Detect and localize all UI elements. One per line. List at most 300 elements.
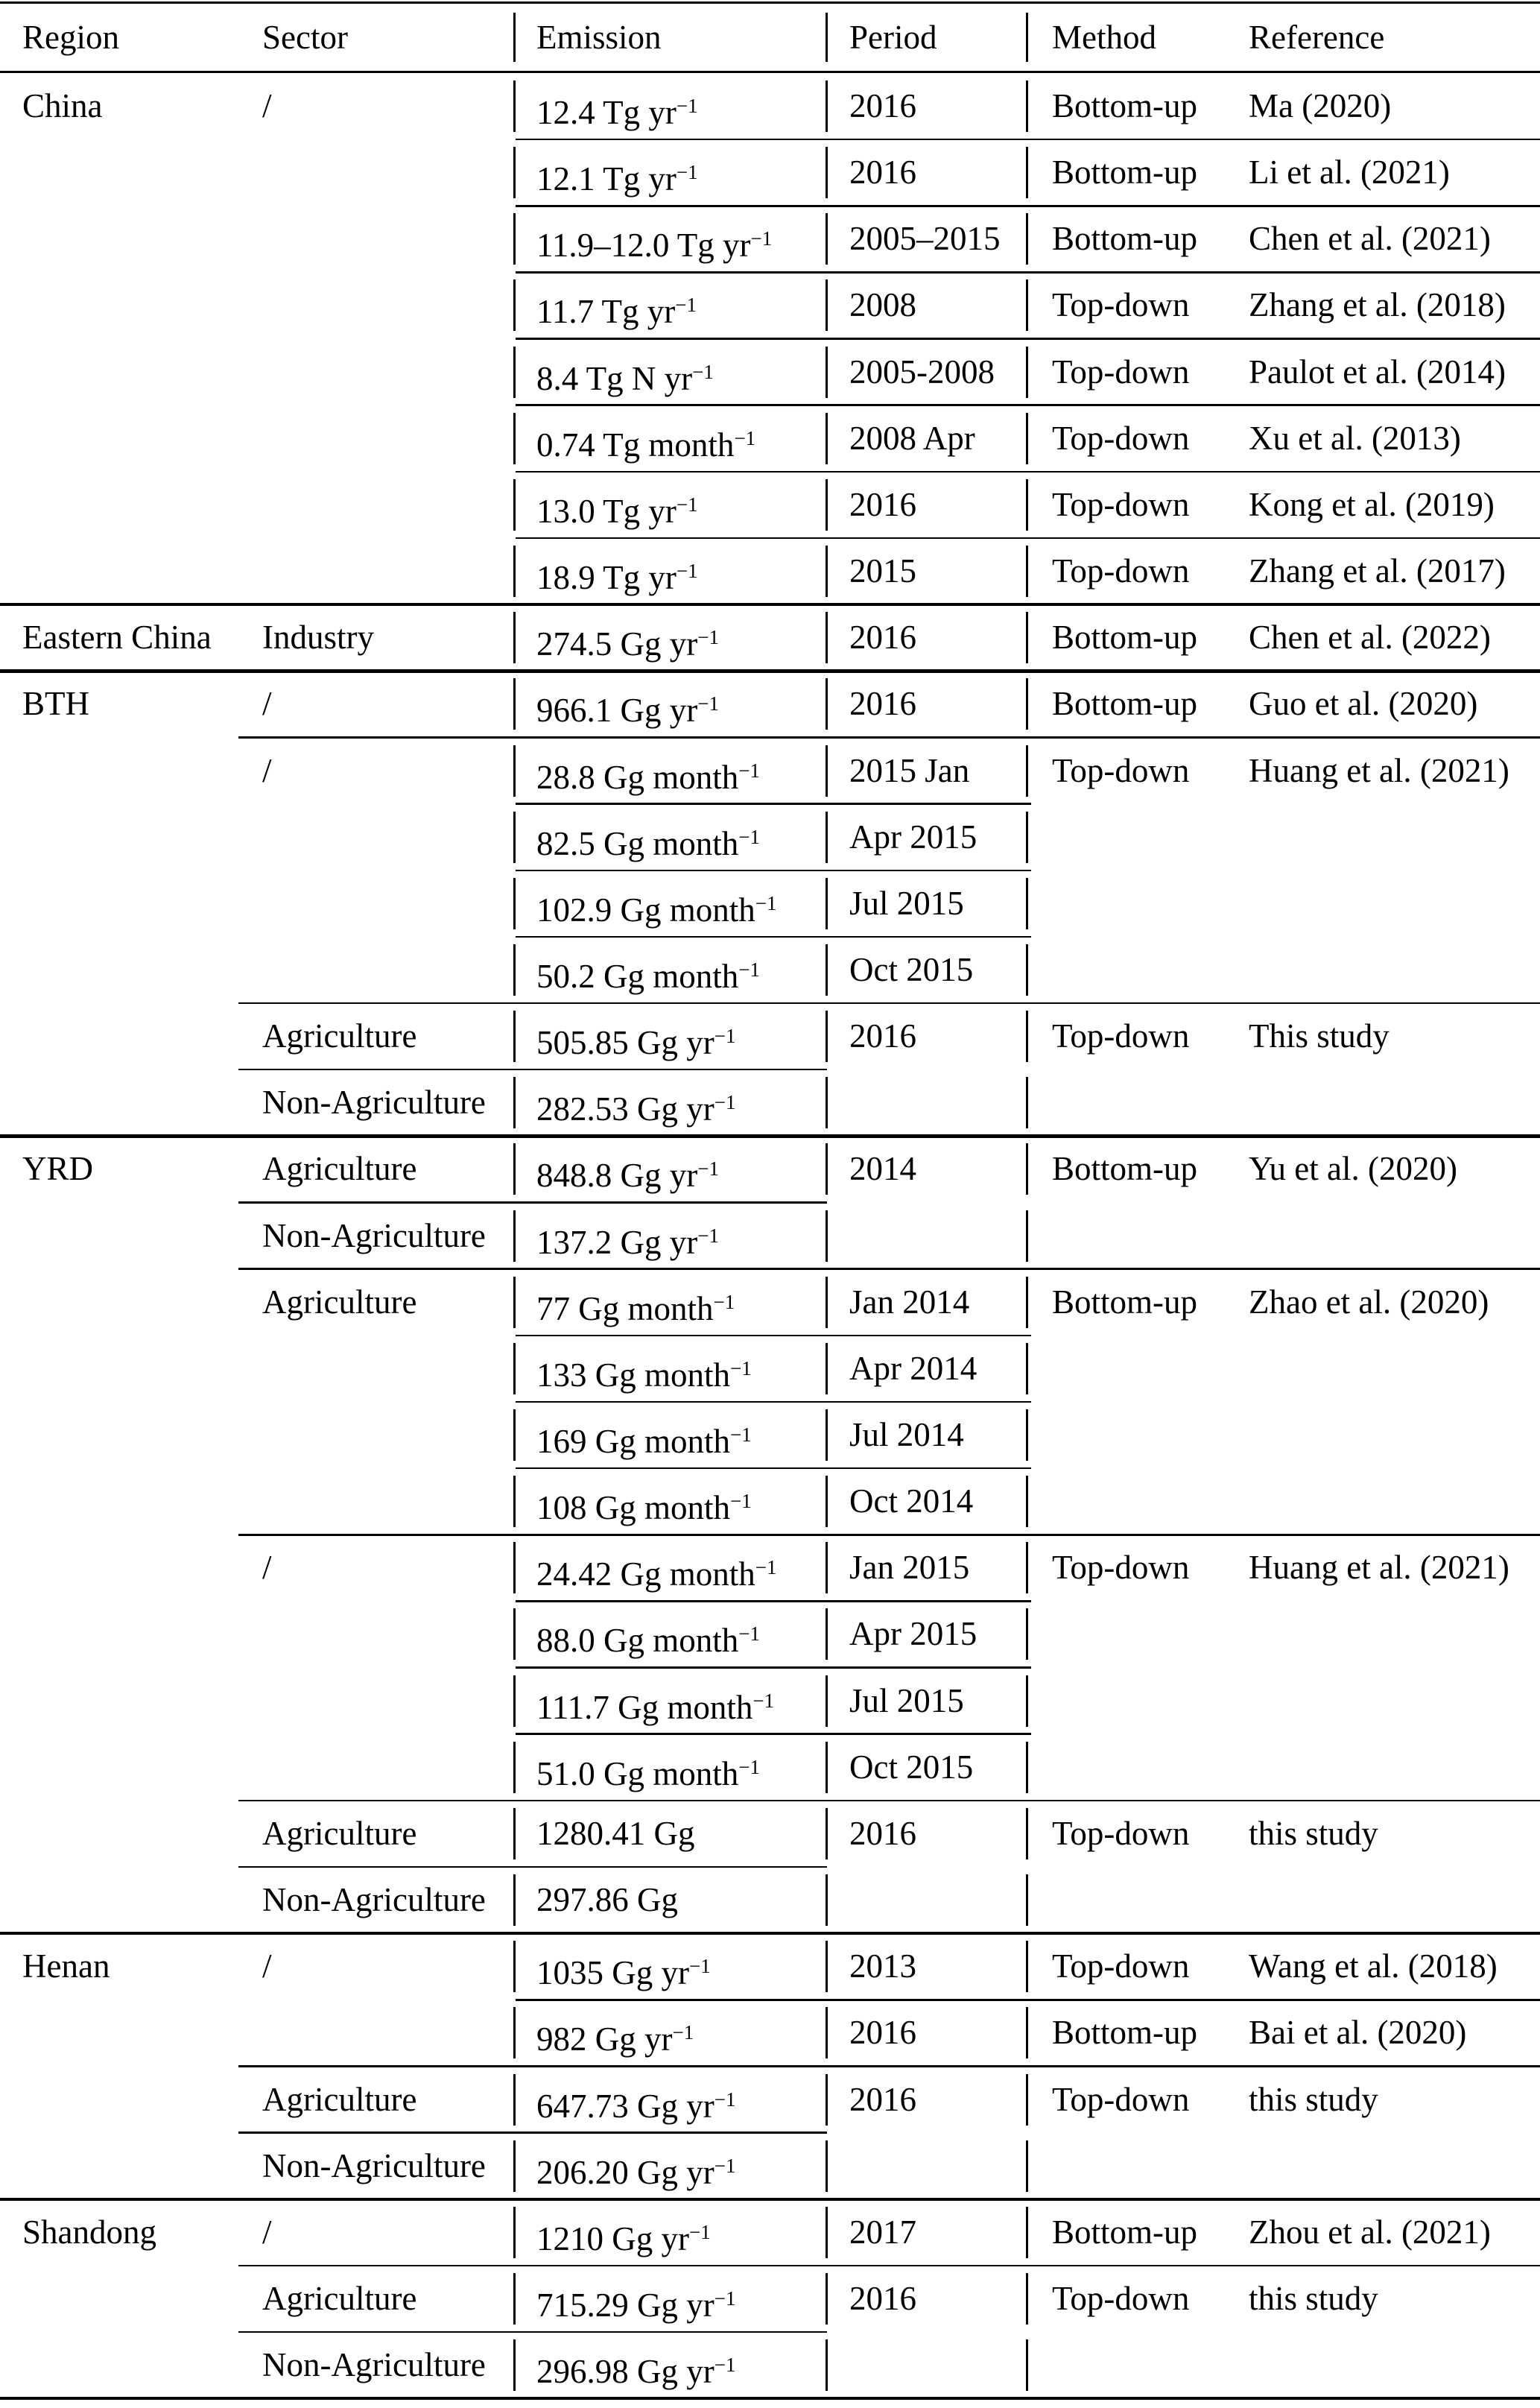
superscript: −1 bbox=[676, 493, 698, 516]
cell-period: 2016 bbox=[849, 2014, 916, 2052]
column-divider bbox=[826, 147, 828, 198]
superscript: −1 bbox=[676, 560, 698, 583]
table-row bbox=[0, 1801, 1540, 1867]
table-row bbox=[0, 2067, 1540, 2133]
cell-period: 2016 bbox=[849, 619, 916, 657]
table-row bbox=[0, 1933, 1540, 2000]
column-divider bbox=[1026, 80, 1028, 132]
cell-reference: This study bbox=[1249, 1017, 1390, 1055]
column-divider bbox=[1026, 2207, 1028, 2258]
column-divider bbox=[826, 1011, 828, 1062]
column-divider bbox=[513, 2140, 516, 2192]
column-divider bbox=[513, 2273, 516, 2325]
cell-period: 2016 bbox=[849, 2279, 916, 2317]
cell-sector: Agriculture bbox=[262, 1814, 417, 1852]
column-divider bbox=[513, 1277, 516, 1328]
column-divider bbox=[826, 2207, 828, 2258]
cell-emission: 0.74 Tg month$^{-1}$ bbox=[536, 426, 756, 464]
superscript: −1 bbox=[676, 161, 698, 184]
cell-emission: 12.4 Tg $yr^{-1}$ bbox=[536, 93, 698, 131]
table-header-row bbox=[0, 4, 1540, 71]
cell-reference: Huang et al. (2021) bbox=[1249, 1549, 1509, 1587]
column-divider bbox=[1026, 1143, 1028, 1195]
superscript: −1 bbox=[675, 294, 697, 317]
column-divider bbox=[1026, 2140, 1028, 2192]
cell-emission: 13.0 Tg $yr^{-1}$ bbox=[536, 492, 698, 530]
column-divider bbox=[826, 612, 828, 663]
cell-method: Bottom-up bbox=[1052, 685, 1198, 723]
column-divider bbox=[1026, 279, 1028, 331]
cell-method: Bottom-up bbox=[1052, 619, 1198, 657]
cell-period: Jul 2014 bbox=[849, 1416, 964, 1453]
cell-emission: 82.5 Gg month$^{-1}$ bbox=[536, 824, 760, 862]
column-divider bbox=[513, 2074, 516, 2126]
superscript: −1 bbox=[714, 2354, 736, 2377]
column-divider bbox=[513, 1409, 516, 1461]
cell-reference: this study bbox=[1249, 2080, 1378, 2118]
cell-period: 2014 bbox=[849, 1150, 916, 1188]
cell-emission: 715.29 Gg $yr^{-1}$ bbox=[536, 2286, 736, 2324]
cell-region: Shandong bbox=[22, 2213, 156, 2251]
column-divider bbox=[1026, 1742, 1028, 1793]
superscript: −1 bbox=[730, 1423, 752, 1446]
cell-emission: 647.73 Gg $yr^{-1}$ bbox=[536, 2087, 736, 2125]
column-divider bbox=[513, 1808, 516, 1859]
column-divider bbox=[1026, 1409, 1028, 1461]
superscript: −1 bbox=[697, 1157, 719, 1181]
header-region: Region bbox=[22, 19, 119, 56]
column-divider bbox=[826, 2339, 828, 2391]
column-divider bbox=[513, 279, 516, 331]
column-divider bbox=[826, 1143, 828, 1195]
cell-reference: Huang et al. (2021) bbox=[1249, 751, 1509, 789]
cell-reference: this study bbox=[1249, 2279, 1378, 2317]
cell-sector: Agriculture bbox=[262, 2279, 417, 2317]
column-divider bbox=[826, 812, 828, 863]
column-divider bbox=[826, 1742, 828, 1793]
cell-reference: Xu et al. (2013) bbox=[1249, 419, 1461, 457]
column-divider bbox=[513, 1143, 516, 1195]
column-divider bbox=[513, 13, 516, 62]
header-sector: Sector bbox=[262, 19, 348, 56]
cell-emission: 108 Gg month$^{-1}$ bbox=[536, 1488, 752, 1526]
cell-reference: Bai et al. (2020) bbox=[1249, 2014, 1467, 2052]
column-divider bbox=[826, 1874, 828, 1926]
column-divider bbox=[826, 80, 828, 132]
column-divider bbox=[1026, 1542, 1028, 1593]
superscript: −1 bbox=[734, 426, 756, 449]
cell-sector: Agriculture bbox=[262, 1283, 417, 1321]
table-row bbox=[0, 937, 1540, 1003]
cell-method: Top-down bbox=[1052, 1947, 1190, 1985]
group-separator-rule bbox=[0, 2397, 1540, 2401]
table-row bbox=[0, 671, 1540, 737]
cell-region: China bbox=[22, 87, 103, 124]
superscript: −1 bbox=[730, 1356, 752, 1380]
cell-period: 2005-2008 bbox=[849, 353, 995, 391]
cell-method: Top-down bbox=[1052, 485, 1190, 523]
cell-period: Oct 2015 bbox=[849, 1748, 974, 1786]
cell-emission: 102.9 Gg month$^{-1}$ bbox=[536, 891, 777, 929]
superscript: −1 bbox=[714, 1025, 736, 1048]
cell-reference: Chen et al. (2021) bbox=[1249, 220, 1491, 258]
table-row bbox=[0, 804, 1540, 870]
superscript: −1 bbox=[688, 1955, 711, 1978]
cell-sector: Non-Agriculture bbox=[262, 2146, 486, 2184]
cell-sector: Non-Agriculture bbox=[262, 2346, 486, 2384]
table-row bbox=[0, 538, 1540, 604]
table-row bbox=[0, 1734, 1540, 1801]
superscript: −1 bbox=[755, 891, 777, 914]
column-divider bbox=[826, 1077, 828, 1128]
column-divider bbox=[513, 612, 516, 663]
superscript: −1 bbox=[672, 2021, 694, 2044]
cell-emission: 1210 Gg $yr^{-1}$ bbox=[536, 2219, 711, 2257]
column-divider bbox=[826, 13, 828, 62]
column-divider bbox=[513, 347, 516, 398]
table-row bbox=[0, 1468, 1540, 1535]
column-divider bbox=[1026, 1608, 1028, 1660]
table-row bbox=[0, 339, 1540, 405]
table-row bbox=[0, 1668, 1540, 1734]
cell-period: 2016 bbox=[849, 154, 916, 192]
cell-period: Jan 2015 bbox=[849, 1549, 970, 1587]
cell-emission: 8.4 Tg N $yr^{-1}$ bbox=[536, 359, 714, 397]
table-row bbox=[0, 2266, 1540, 2332]
column-divider bbox=[1026, 2007, 1028, 2058]
table-row bbox=[0, 472, 1540, 538]
cell-reference: Kong et al. (2019) bbox=[1249, 485, 1495, 523]
cell-emission: 24.42 Gg month$^{-1}$ bbox=[536, 1555, 777, 1593]
column-divider bbox=[1026, 13, 1028, 62]
cell-region: BTH bbox=[22, 685, 89, 723]
cell-period: Apr 2014 bbox=[849, 1349, 977, 1387]
column-divider bbox=[513, 2207, 516, 2258]
column-divider bbox=[826, 1409, 828, 1461]
cell-period: 2016 bbox=[849, 1017, 916, 1055]
cell-emission: 51.0 Gg month$^{-1}$ bbox=[536, 1754, 760, 1792]
table-row bbox=[0, 1136, 1540, 1202]
cell-emission: 274.5 Gg $yr^{-1}$ bbox=[536, 625, 719, 663]
cell-emission: 505.85 Gg $yr^{-1}$ bbox=[536, 1023, 736, 1061]
superscript: −1 bbox=[714, 2287, 736, 2310]
superscript: −1 bbox=[697, 1224, 719, 1247]
cell-period: 2016 bbox=[849, 485, 916, 523]
cell-reference: Guo et al. (2020) bbox=[1249, 685, 1478, 723]
column-divider bbox=[1026, 347, 1028, 398]
column-divider bbox=[1026, 1941, 1028, 1992]
header-reference: Reference bbox=[1249, 19, 1385, 56]
cell-sector: / bbox=[262, 1549, 272, 1587]
cell-method: Bottom-up bbox=[1052, 154, 1198, 192]
column-divider bbox=[1026, 1675, 1028, 1727]
superscript: −1 bbox=[697, 692, 719, 715]
cell-reference: Yu et al. (2020) bbox=[1249, 1150, 1457, 1188]
cell-emission: 848.8 Gg $yr^{-1}$ bbox=[536, 1157, 719, 1195]
superscript: −1 bbox=[692, 360, 714, 383]
column-divider bbox=[513, 1343, 516, 1394]
column-divider bbox=[513, 2007, 516, 2058]
table-row bbox=[0, 1867, 1540, 1933]
column-divider bbox=[826, 413, 828, 464]
cell-period: 2015 bbox=[849, 552, 916, 590]
superscript: −1 bbox=[752, 1689, 775, 1712]
column-divider bbox=[1026, 1808, 1028, 1859]
column-divider bbox=[1026, 213, 1028, 265]
superscript: −1 bbox=[730, 1490, 752, 1513]
cell-method: Bottom-up bbox=[1052, 2014, 1198, 2052]
cell-emission: 296.98 Gg $yr^{-1}$ bbox=[536, 2352, 736, 2390]
column-divider bbox=[826, 1476, 828, 1527]
column-divider bbox=[1026, 678, 1028, 730]
column-divider bbox=[1026, 1077, 1028, 1128]
column-divider bbox=[1026, 1277, 1028, 1328]
superscript: −1 bbox=[738, 825, 760, 848]
table-row bbox=[0, 2199, 1540, 2266]
column-divider bbox=[513, 1542, 516, 1593]
cell-reference: Zhou et al. (2021) bbox=[1249, 2213, 1491, 2251]
column-divider bbox=[513, 546, 516, 597]
column-divider bbox=[513, 213, 516, 265]
cell-period: 2016 bbox=[849, 2080, 916, 2118]
table-row bbox=[0, 1535, 1540, 1601]
cell-period: 2017 bbox=[849, 2213, 916, 2251]
superscript: −1 bbox=[714, 2154, 736, 2177]
cell-emission: 169 Gg month$^{-1}$ bbox=[536, 1422, 752, 1460]
cell-emission: 1035 Gg $yr^{-1}$ bbox=[536, 1954, 711, 1992]
cell-period: 2008 Apr bbox=[849, 419, 975, 457]
cell-method: Bottom-up bbox=[1052, 220, 1198, 258]
table-row bbox=[0, 1203, 1540, 1269]
column-divider bbox=[1026, 944, 1028, 996]
column-divider bbox=[1026, 2339, 1028, 2391]
table-row bbox=[0, 206, 1540, 272]
cell-emission: 18.9 Tg $yr^{-1}$ bbox=[536, 558, 698, 596]
cell-sector: Non-Agriculture bbox=[262, 1084, 486, 1122]
column-divider bbox=[1026, 147, 1028, 198]
cell-sector: Non-Agriculture bbox=[262, 1881, 486, 1919]
cell-emission: 1280.41 Gg bbox=[536, 1814, 695, 1852]
cell-sector: / bbox=[262, 751, 272, 789]
column-divider bbox=[513, 1941, 516, 1992]
column-divider bbox=[826, 1542, 828, 1593]
column-divider bbox=[513, 745, 516, 797]
cell-reference: Chen et al. (2022) bbox=[1249, 619, 1491, 657]
cell-emission: 28.8 Gg month$^{-1}$ bbox=[536, 758, 760, 796]
column-divider bbox=[513, 878, 516, 929]
cell-emission: 966.1 Gg $yr^{-1}$ bbox=[536, 692, 719, 730]
cell-method: Bottom-up bbox=[1052, 87, 1198, 124]
column-divider bbox=[826, 213, 828, 265]
column-divider bbox=[513, 944, 516, 996]
cell-region: YRD bbox=[22, 1150, 94, 1188]
column-divider bbox=[513, 1476, 516, 1527]
cell-emission: 77 Gg month$^{-1}$ bbox=[536, 1289, 735, 1327]
cell-emission: 282.53 Gg $yr^{-1}$ bbox=[536, 1090, 736, 1128]
column-divider bbox=[513, 413, 516, 464]
cell-reference: Zhang et al. (2018) bbox=[1249, 286, 1506, 324]
column-divider bbox=[826, 944, 828, 996]
column-divider bbox=[826, 2007, 828, 2058]
cell-method: Top-down bbox=[1052, 419, 1190, 457]
superscript: −1 bbox=[697, 626, 719, 649]
column-divider bbox=[1026, 413, 1028, 464]
cell-emission: 133 Gg month$^{-1}$ bbox=[536, 1356, 752, 1394]
cell-method: Top-down bbox=[1052, 552, 1190, 590]
superscript: −1 bbox=[738, 958, 760, 981]
column-divider bbox=[1026, 745, 1028, 797]
superscript: −1 bbox=[738, 1622, 760, 1646]
superscript: −1 bbox=[755, 1556, 777, 1579]
column-divider bbox=[513, 1742, 516, 1793]
column-divider bbox=[826, 878, 828, 929]
cell-sector: Agriculture bbox=[262, 2080, 417, 2118]
cell-sector: Agriculture bbox=[262, 1017, 417, 1055]
table-row bbox=[0, 1003, 1540, 1069]
column-divider bbox=[1026, 2074, 1028, 2126]
cell-period: 2016 bbox=[849, 1814, 916, 1852]
superscript: −1 bbox=[676, 95, 698, 117]
cell-reference: Paulot et al. (2014) bbox=[1249, 353, 1506, 391]
column-divider bbox=[1026, 546, 1028, 597]
table-row bbox=[0, 1402, 1540, 1468]
cell-method: Top-down bbox=[1052, 2080, 1190, 2118]
cell-period: 2008 bbox=[849, 286, 916, 324]
column-divider bbox=[826, 2140, 828, 2192]
cell-period: Apr 2015 bbox=[849, 1615, 977, 1653]
column-divider bbox=[1026, 878, 1028, 929]
cell-period: Oct 2015 bbox=[849, 950, 974, 988]
column-divider bbox=[826, 745, 828, 797]
table-row bbox=[0, 1336, 1540, 1402]
column-divider bbox=[1026, 1011, 1028, 1062]
column-divider bbox=[826, 479, 828, 531]
cell-reference: Zhao et al. (2020) bbox=[1249, 1283, 1489, 1321]
column-divider bbox=[1026, 2273, 1028, 2325]
table-row bbox=[0, 870, 1540, 937]
table-row bbox=[0, 2133, 1540, 2199]
cell-sector: Industry bbox=[262, 619, 374, 657]
column-divider bbox=[513, 1874, 516, 1926]
cell-period: Jan 2014 bbox=[849, 1283, 970, 1321]
column-divider bbox=[826, 1808, 828, 1859]
column-divider bbox=[826, 1210, 828, 1262]
cell-emission: 12.1 Tg $yr^{-1}$ bbox=[536, 159, 698, 197]
cell-sector: / bbox=[262, 1947, 272, 1985]
column-divider bbox=[1026, 612, 1028, 663]
cell-method: Bottom-up bbox=[1052, 2213, 1198, 2251]
column-divider bbox=[513, 1608, 516, 1660]
column-divider bbox=[1026, 812, 1028, 863]
column-divider bbox=[513, 147, 516, 198]
cell-period: Apr 2015 bbox=[849, 818, 977, 856]
table-row bbox=[0, 405, 1540, 472]
table-row bbox=[0, 73, 1540, 139]
cell-method: Top-down bbox=[1052, 751, 1190, 789]
superscript: −1 bbox=[688, 2220, 711, 2243]
cell-reference: Ma (2020) bbox=[1249, 87, 1392, 124]
cell-reference: Wang et al. (2018) bbox=[1249, 1947, 1498, 1985]
cell-emission: 297.86 Gg bbox=[536, 1881, 678, 1919]
cell-method: Bottom-up bbox=[1052, 1283, 1198, 1321]
column-divider bbox=[513, 1210, 516, 1262]
cell-sector: / bbox=[262, 685, 272, 723]
table-row bbox=[0, 1269, 1540, 1336]
cell-region: Henan bbox=[22, 1947, 110, 1985]
cell-method: Top-down bbox=[1052, 353, 1190, 391]
cell-period: 2013 bbox=[849, 1947, 916, 1985]
cell-sector: / bbox=[262, 87, 272, 124]
cell-method: Bottom-up bbox=[1052, 1150, 1198, 1188]
column-divider bbox=[513, 80, 516, 132]
cell-emission: 206.20 Gg $yr^{-1}$ bbox=[536, 2153, 736, 2191]
column-divider bbox=[1026, 1476, 1028, 1527]
column-divider bbox=[826, 279, 828, 331]
cell-emission: 88.0 Gg month$^{-1}$ bbox=[536, 1622, 760, 1660]
cell-period: 2005–2015 bbox=[849, 220, 1001, 258]
superscript: −1 bbox=[713, 1290, 735, 1313]
cell-method: Top-down bbox=[1052, 286, 1190, 324]
cell-period: Jul 2015 bbox=[849, 884, 964, 922]
column-divider bbox=[513, 2339, 516, 2391]
column-divider bbox=[826, 1277, 828, 1328]
cell-emission: 137.2 Gg $yr^{-1}$ bbox=[536, 1223, 719, 1261]
superscript: −1 bbox=[738, 759, 760, 782]
column-divider bbox=[826, 1343, 828, 1394]
column-divider bbox=[1026, 1343, 1028, 1394]
column-divider bbox=[826, 678, 828, 730]
cell-emission: 982 Gg $yr^{-1}$ bbox=[536, 2020, 694, 2058]
column-divider bbox=[513, 479, 516, 531]
column-divider bbox=[1026, 1874, 1028, 1926]
cell-reference: Zhang et al. (2017) bbox=[1249, 552, 1506, 590]
header-period: Period bbox=[849, 19, 937, 56]
table-row bbox=[0, 604, 1540, 671]
cell-reference: this study bbox=[1249, 1814, 1378, 1852]
cell-reference: Li et al. (2021) bbox=[1249, 154, 1450, 192]
table-row bbox=[0, 139, 1540, 206]
column-divider bbox=[1026, 479, 1028, 531]
column-divider bbox=[1026, 1210, 1028, 1262]
cell-period: 2016 bbox=[849, 685, 916, 723]
column-divider bbox=[513, 678, 516, 730]
table-row bbox=[0, 1601, 1540, 1667]
column-divider bbox=[826, 546, 828, 597]
cell-period: Oct 2014 bbox=[849, 1482, 974, 1520]
column-divider bbox=[513, 812, 516, 863]
column-divider bbox=[826, 1941, 828, 1992]
superscript: −1 bbox=[738, 1755, 760, 1778]
table-row bbox=[0, 1069, 1540, 1136]
cell-region: Eastern China bbox=[22, 619, 212, 657]
superscript: −1 bbox=[714, 2088, 736, 2111]
cell-period: Jul 2015 bbox=[849, 1681, 964, 1719]
cell-period: 2015 Jan bbox=[849, 751, 970, 789]
table-row bbox=[0, 738, 1540, 804]
cell-method: Top-down bbox=[1052, 1017, 1190, 1055]
cell-sector: Agriculture bbox=[262, 1150, 417, 1188]
column-divider bbox=[826, 347, 828, 398]
cell-method: Top-down bbox=[1052, 1814, 1190, 1852]
superscript: −1 bbox=[714, 1091, 736, 1114]
cell-emission: 111.7 Gg month$^{-1}$ bbox=[536, 1688, 775, 1726]
cell-emission: 50.2 Gg month$^{-1}$ bbox=[536, 957, 760, 995]
superscript: −1 bbox=[750, 227, 773, 250]
column-divider bbox=[826, 1608, 828, 1660]
cell-sector: Non-Agriculture bbox=[262, 1216, 486, 1254]
cell-period: 2016 bbox=[849, 87, 916, 124]
cell-sector: / bbox=[262, 2213, 272, 2251]
